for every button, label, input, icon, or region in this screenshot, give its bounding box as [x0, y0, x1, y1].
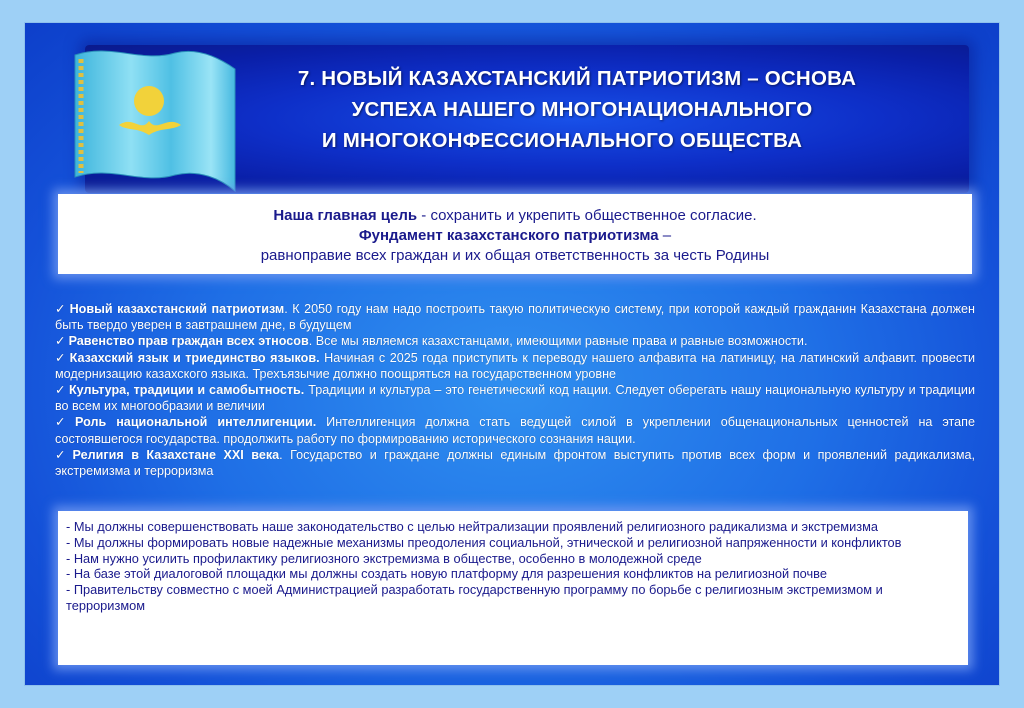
foundation-dash: –	[658, 227, 672, 244]
point-item: ✓ Казахский язык и триединство языков. Начиная с 2025 года приступить к переводу нашего алфавита на латиницу, на латинский алфавит. провести модернизацию казахского языка. Трехъязычие должно поощряться на государственном уровне	[55, 350, 975, 381]
points-list	[55, 301, 975, 479]
measure-item: - Правительству совместно с моей Администрацией разработать государственную программу по борьбе с религиозным экстремизмом и терроризмом	[66, 582, 883, 613]
check-icon: ✓	[55, 383, 66, 398]
measure-item: - Мы должны формировать новые надежные механизмы преодоления социальной, этнической и религиозной напряженности и конфликтов	[66, 534, 902, 550]
point-item: ✓ Культура, традиции и самобытность. Традиции и культура – это генетический код нации. Следует оберегать нашу национальную культуру и традиции во всем их многообразии и величии	[55, 383, 975, 414]
foundation-label: Фундамент казахстанского патриотизма	[358, 227, 659, 244]
goal-line-3: равноправие всех граждан и их общая ответственность за честь Родины	[260, 247, 770, 264]
goal-line-1	[58, 206, 972, 226]
goal-label: Наша главная цель	[273, 207, 418, 224]
point-item: ✓ Новый казахстанский патриотизм. К 2050 году нам надо построить такую политическую систему, при которой каждый гражданин Казахстана должен быть твердо уверен в завтрашнем дне, в будущем	[55, 302, 975, 333]
measure-item: - На базе этой диалоговой площадки мы должны создать новую платформу для разрешения конфликтов на религиозной почве	[66, 566, 827, 582]
goal-panel	[58, 194, 972, 274]
check-icon: ✓	[55, 415, 73, 430]
check-icon: ✓	[55, 302, 67, 316]
measure-item: - Мы должны совершенствовать наше законодательство с целью нейтрализации проявлений религиозного радикализма и экстремизма	[66, 519, 879, 534]
goal-text: - сохранить и укрепить общественное согласие.	[417, 207, 757, 224]
page-title	[257, 63, 897, 156]
check-icon: ✓	[55, 350, 67, 365]
measures-panel	[58, 511, 968, 665]
goal-line-2	[58, 226, 972, 246]
check-icon: ✓	[55, 334, 66, 349]
point-item: ✓ Религия в Казахстане XXI века. Государство и граждане должны единым фронтом выступить против всех форм и проявлений радикализма, экстремизма и терроризма	[55, 447, 975, 479]
slide	[24, 22, 1000, 686]
title-line-1: 7. НОВЫЙ КАЗАХСТАНСКИЙ ПАТРИОТИЗМ – ОСНОВА	[297, 67, 857, 90]
kazakhstan-flag-icon	[71, 41, 241, 199]
point-item: ✓ Роль национальной интеллигенции. Интеллигенция должна стать ведущей силой в укреплении общенациональных ценностей на этапе состоявшегося государства. продолжить работу по формированию исторического сознания нации.	[55, 415, 975, 446]
title-line-3: И МНОГОКОНФЕССИОНАЛЬНОГО ОБЩЕСТВА	[321, 129, 803, 152]
title-line-2: УСПЕХА НАШЕГО МНОГОНАЦИОНАЛЬНОГО	[351, 98, 813, 121]
check-icon: ✓	[55, 447, 70, 462]
point-item: ✓ Равенство прав граждан всех этносов. Все мы являемся казахстанцами, имеющими равные права и равные возможности.	[55, 334, 808, 349]
measure-item: - Нам нужно усилить профилактику религиозного экстремизма в обществе, особенно в молодежной среде	[66, 550, 702, 566]
